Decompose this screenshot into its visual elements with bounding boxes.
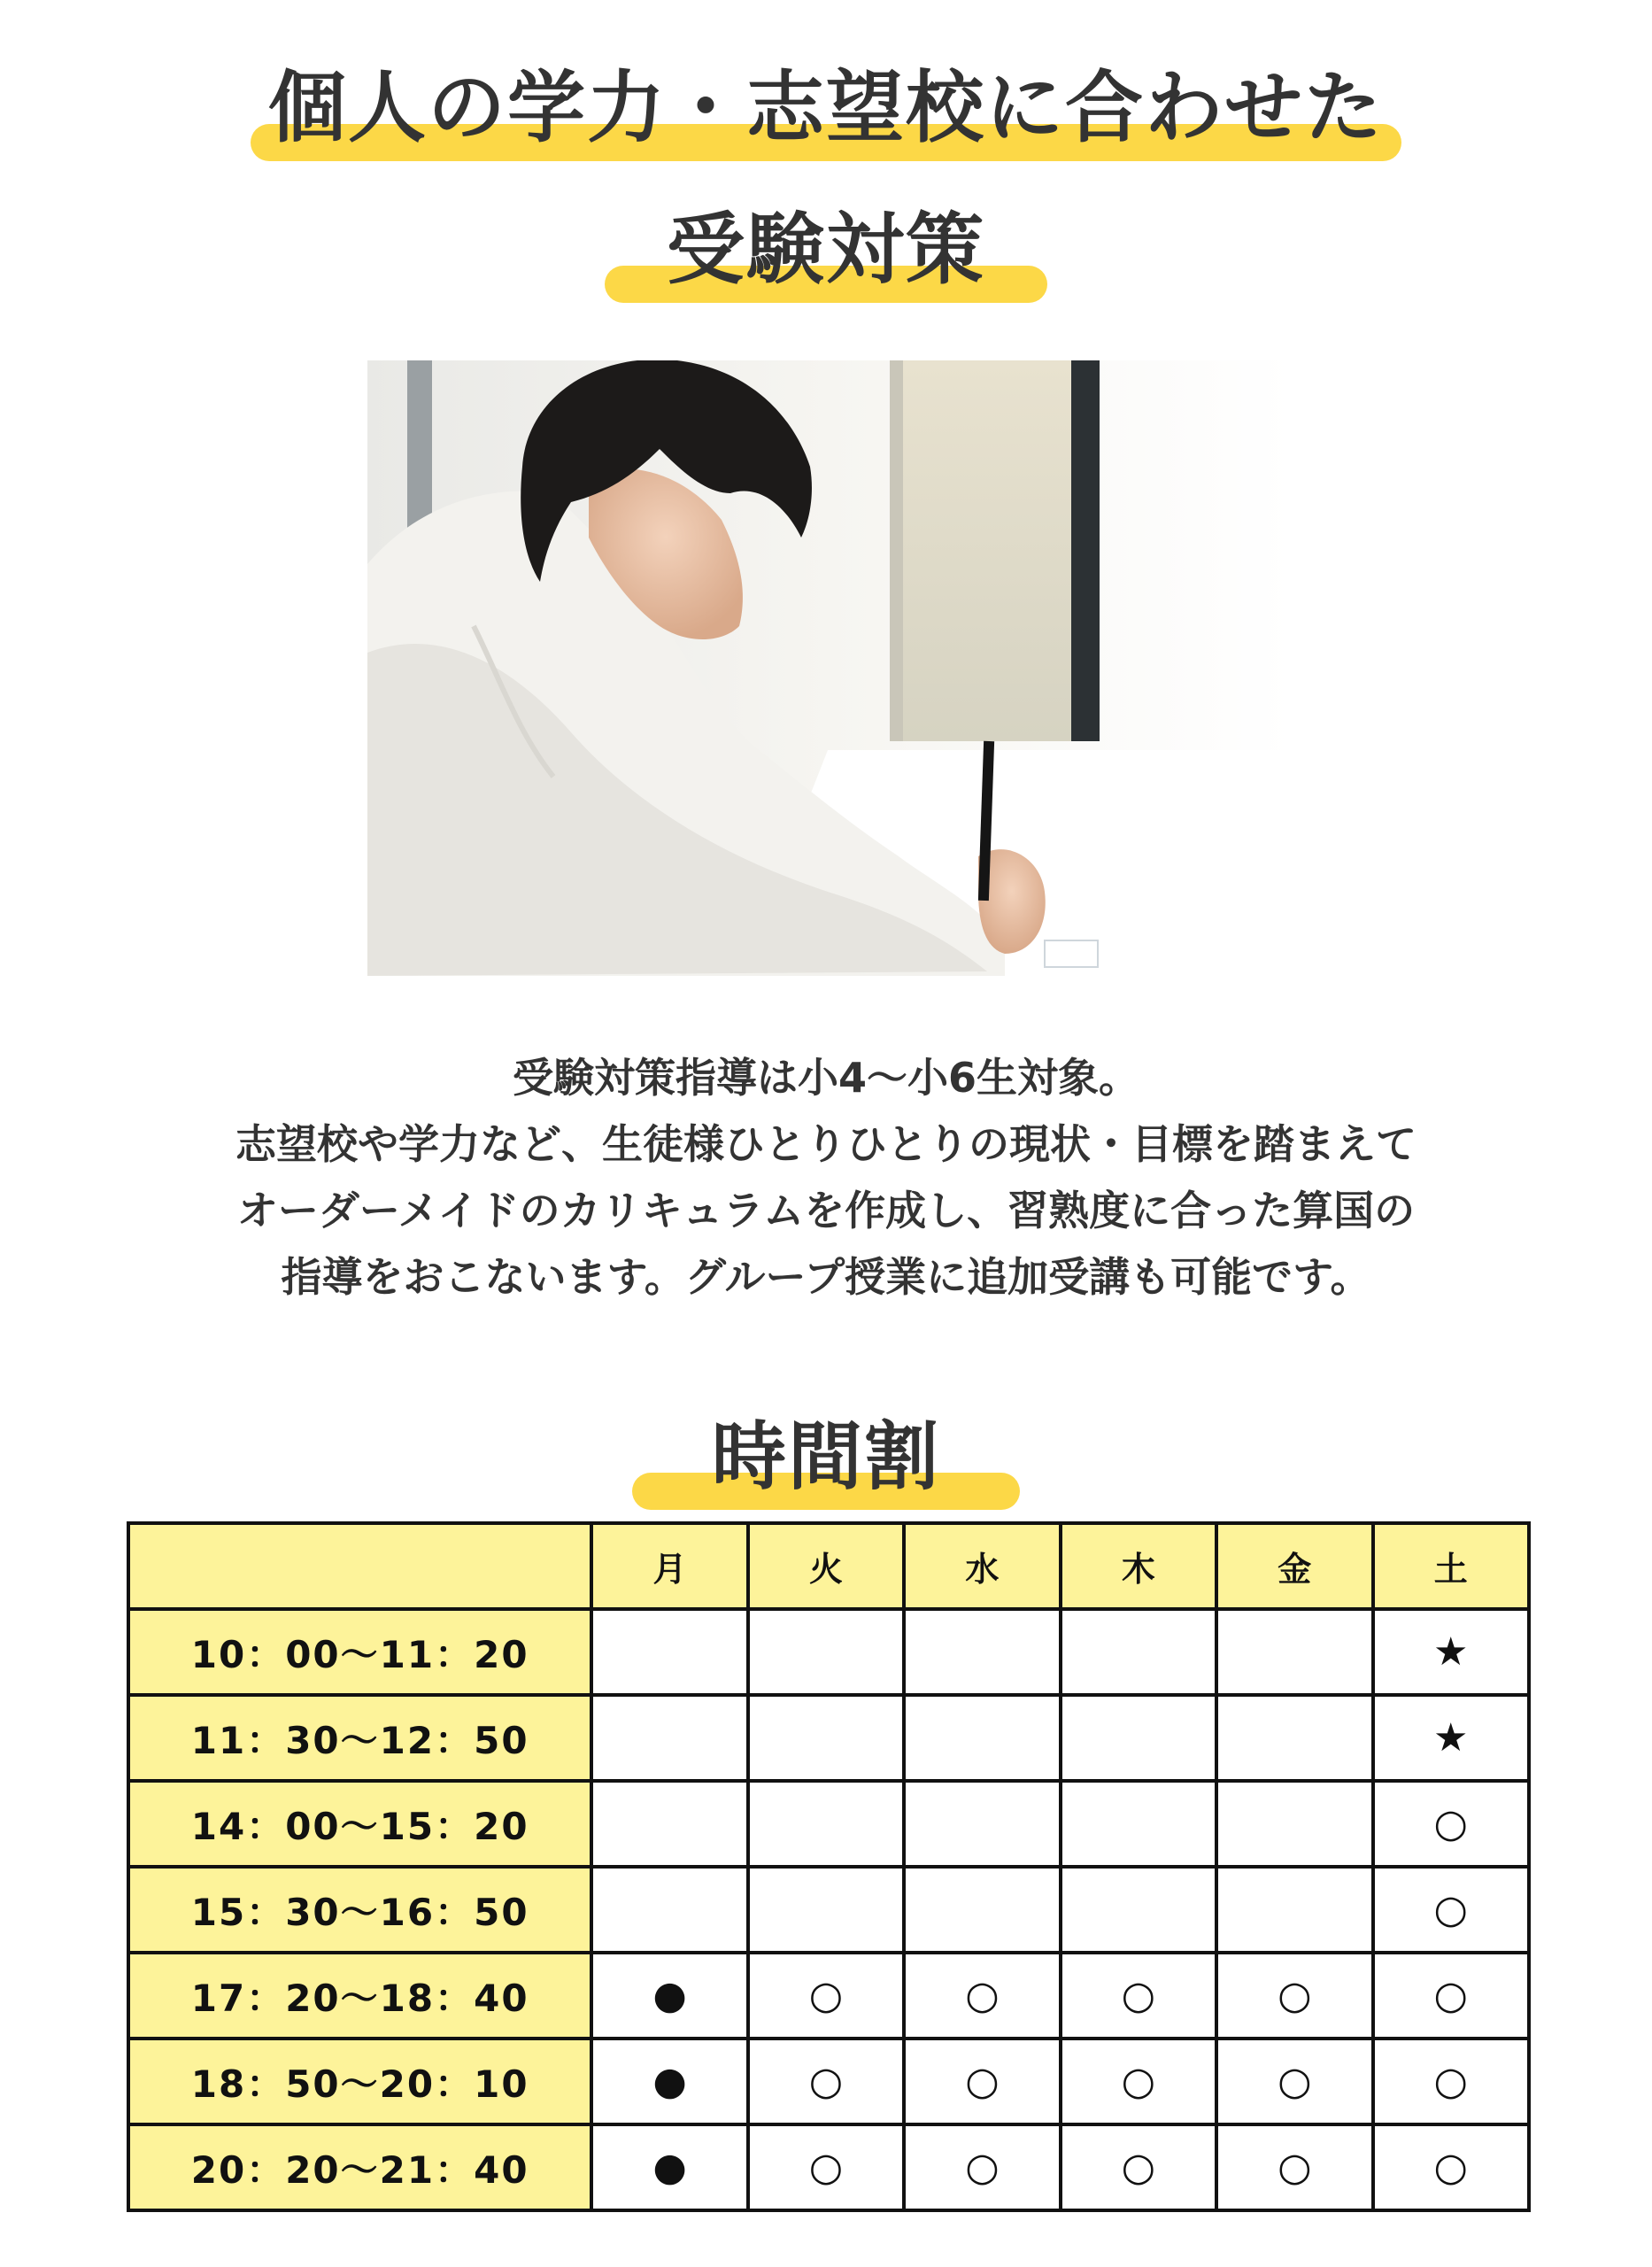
table-row (128, 1609, 1529, 1695)
slot-mark: ○ (1373, 1953, 1530, 2039)
slot-mark (904, 1867, 1060, 1953)
slot-mark: ○ (1373, 1781, 1530, 1867)
slot-mark: ○ (748, 1953, 904, 2039)
slot-mark: ○ (1061, 1953, 1216, 2039)
slot-mark: ● (591, 1953, 747, 2039)
slot-mark (748, 1867, 904, 1953)
slot-mark: ○ (904, 2124, 1060, 2210)
slot-mark: ○ (1061, 2124, 1216, 2210)
slot-mark: ★ (1373, 1695, 1530, 1781)
time-slot: 20：20〜21：40 (128, 2124, 591, 2210)
day-header: 火 (748, 1523, 904, 1609)
table-row (128, 1695, 1529, 1781)
slot-mark (1061, 1695, 1216, 1781)
page-title-text-1: 個人の学力・志望校に合わせた (251, 55, 1401, 161)
day-header: 水 (904, 1523, 1060, 1609)
slot-mark: ○ (748, 2039, 904, 2124)
slot-mark: ○ (1373, 2039, 1530, 2124)
table-row (128, 1781, 1529, 1867)
day-header: 土 (1373, 1523, 1530, 1609)
time-slot: 18：50〜20：10 (128, 2039, 591, 2124)
slot-mark: ● (591, 2124, 747, 2210)
time-slot: 10：00〜11：20 (128, 1609, 591, 1695)
day-header: 金 (1216, 1523, 1372, 1609)
slot-mark (748, 1695, 904, 1781)
intro-line: オーダーメイドのカリキュラムを作成し、習熟度に合った算国の (236, 1187, 1416, 1234)
slot-mark: ○ (1061, 2039, 1216, 2124)
table-row (128, 2124, 1529, 2210)
intro-line: 指導をおこないます。グループ授業に追加受講も可能です。 (281, 1253, 1371, 1301)
slot-mark: ○ (1373, 2124, 1530, 2210)
slot-mark (1061, 1781, 1216, 1867)
slot-mark: ○ (1216, 2039, 1372, 2124)
slot-mark (1216, 1609, 1372, 1695)
timetable-header-row (128, 1523, 1529, 1609)
time-slot: 17：20〜18：40 (128, 1953, 591, 2039)
slot-mark: ● (591, 2039, 747, 2124)
slot-mark: ○ (904, 1953, 1060, 2039)
table-row (128, 2039, 1529, 2124)
page-title-line-1 (0, 55, 1652, 161)
intro-line: 志望校や学力など、生徒様ひとりひとりの現状・目標を踏まえて (235, 1120, 1417, 1168)
slot-mark: ○ (904, 2039, 1060, 2124)
timetable (127, 1521, 1531, 2212)
day-header: 月 (591, 1523, 747, 1609)
time-slot: 11：30〜12：50 (128, 1695, 591, 1781)
slot-mark (748, 1781, 904, 1867)
slot-mark (591, 1867, 747, 1953)
day-header: 木 (1061, 1523, 1216, 1609)
slot-mark (1061, 1609, 1216, 1695)
schedule-title (0, 1404, 1652, 1510)
slot-mark (1061, 1867, 1216, 1953)
timetable-corner-cell (128, 1523, 591, 1609)
intro-text (0, 1045, 1652, 1311)
student-studying-photo (367, 360, 1293, 976)
slot-mark (591, 1609, 747, 1695)
slot-mark (591, 1695, 747, 1781)
slot-mark: ★ (1373, 1609, 1530, 1695)
table-row (128, 1953, 1529, 2039)
slot-mark (748, 1609, 904, 1695)
slot-mark (1216, 1781, 1372, 1867)
slot-mark: ○ (1216, 2124, 1372, 2210)
slot-mark (904, 1781, 1060, 1867)
page-title-text-2: 受験対策 (605, 197, 1047, 303)
slot-mark: ○ (1216, 1953, 1372, 2039)
slot-mark (904, 1695, 1060, 1781)
slot-mark (1216, 1867, 1372, 1953)
slot-mark (904, 1609, 1060, 1695)
page-title-line-2 (0, 197, 1652, 303)
time-slot: 14：00〜15：20 (128, 1781, 591, 1867)
slot-mark (591, 1781, 747, 1867)
time-slot: 15：30〜16：50 (128, 1867, 591, 1953)
schedule-title-text: 時間割 (632, 1404, 1020, 1510)
intro-line: 受験対策指導は小4〜小6生対象。 (512, 1054, 1139, 1102)
slot-mark (1216, 1695, 1372, 1781)
slot-mark: ○ (1373, 1867, 1530, 1953)
table-row (128, 1867, 1529, 1953)
slot-mark: ○ (748, 2124, 904, 2210)
